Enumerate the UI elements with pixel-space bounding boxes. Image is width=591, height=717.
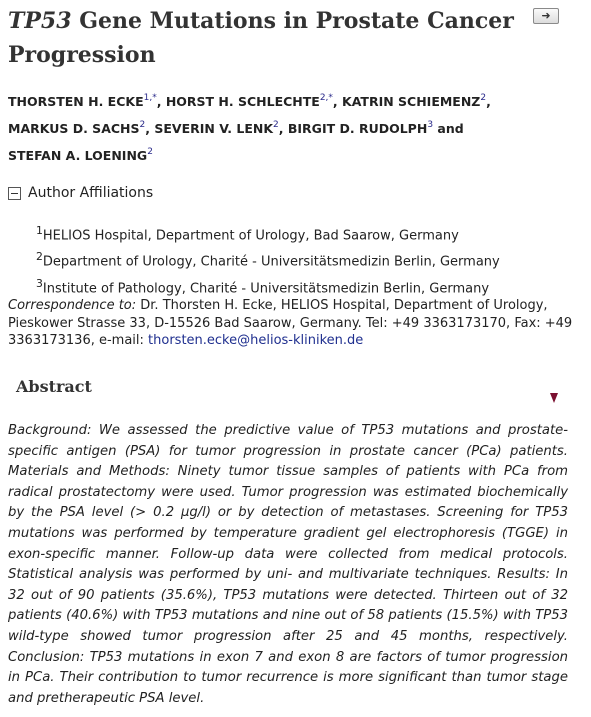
affiliation-item bbox=[36, 220, 576, 246]
author-name[interactable]: KATRIN SCHIEMENZ bbox=[342, 94, 481, 109]
title-gene: TP53 bbox=[8, 8, 72, 34]
author-name[interactable]: MARKUS D. SACHS bbox=[8, 121, 140, 136]
author-sup: 2 bbox=[273, 119, 279, 130]
author-list: THORSTEN H. $ECKE^{1,*}$, HORST H. $SCHLECHTE^{2,*}$, KATRIN SCHIEMENZ$^2$, MARKUS D. SACHS$^2$, SEVERIN V. LENK$^2$, BIRGIT D. RUDOLPH$^3$ and STEFAN A. LOENING$^2$ bbox=[8, 92, 491, 163]
author-sup: 2,* bbox=[319, 92, 333, 103]
affiliation-num: 3 bbox=[36, 276, 43, 290]
author-name[interactable]: STEFAN A. LOENING bbox=[8, 148, 148, 163]
affiliation-num: 2 bbox=[36, 250, 43, 264]
affiliation-text: Institute of Pathology, Charité - Universitätsmedizin Berlin, Germany bbox=[42, 280, 490, 296]
affiliation-text: HELIOS Hospital, Department of Urology, Bad Saarow, Germany bbox=[42, 228, 459, 244]
abstract-body: Background: We assessed the predictive value of TP53 mutations and prostate-specific antigen (PSA) for tumor progression in prostate cancer (PCa) patients. Materials and Methods: Ninety tumor tissue samples of patients with PCa from radical prostatectomy were used. Tumor progression was estimated biochemically by the PSA level (> 0.2 µg/l) or by detection of metastases. Screening for TP53 mutations was performed by temperature gradient gel electrophoresis (TGGE) in exon-specific manner. Follow-up data were collected from medical protocols. Statistical analysis was performed by uni- and multivariate techniques. Results: In 32 out of 90 patients (35.6%), TP53 mutations were detected. Thirteen out of 32 patients (40.6%) with TP53 mutations and nine out of 58 patients (15.5%) with TP53 wild-type showed tumor progression after 25 and 45 months, respectively. Conclusion: TP53 mutations in exon 7 and exon 8 are factors of tumor progression in PCa. Their contribution to tumor recurrence is more significant than tumor stage and pretherapeutic PSA level. bbox=[8, 423, 568, 706]
arrow-right-icon: ➜ bbox=[541, 9, 551, 22]
author-sup: 2 bbox=[147, 146, 153, 157]
author-name[interactable]: THORSTEN H. ECKE bbox=[8, 94, 144, 109]
external-link-button[interactable] bbox=[533, 8, 559, 24]
triangle-down-icon[interactable] bbox=[550, 393, 558, 403]
correspondence-text: Dr. Thorsten H. Ecke, HELIOS Hospital, Department of Urology, Pieskower Strasse 33, D-15526 Bad Saarow, Germany. Tel: +49 3363173170, Fax: +49 3363173136, e-mail: bbox=[8, 298, 573, 348]
affiliation-text: Department of Urology, Charité - Universitätsmedizin Berlin, Germany bbox=[42, 254, 500, 270]
author-sup: 1,* bbox=[143, 92, 157, 103]
correspondence-email-link[interactable]: thorsten.ecke@helios-kliniken.de bbox=[148, 333, 364, 348]
title-rest: Gene Mutations in Prostate Cancer Progression bbox=[8, 8, 514, 68]
article-title bbox=[8, 4, 528, 72]
author-name[interactable]: HORST H. SCHLECHTE bbox=[165, 94, 320, 109]
authors-conjunction: and bbox=[437, 121, 464, 136]
abstract-heading: Abstract bbox=[16, 377, 92, 396]
author-name[interactable]: SEVERIN V. LENK bbox=[154, 121, 274, 136]
correspondence bbox=[8, 297, 583, 350]
affiliation-list bbox=[36, 220, 576, 299]
affiliation-item bbox=[36, 246, 576, 272]
affiliations-toggle-label: Author Affiliations bbox=[28, 185, 154, 201]
author-sup: 2 bbox=[139, 119, 146, 130]
collapse-icon[interactable] bbox=[8, 187, 21, 200]
author-sup: 3 bbox=[427, 119, 434, 130]
author-name[interactable]: BIRGIT D. RUDOLPH bbox=[287, 121, 428, 136]
affiliation-num: 1 bbox=[36, 224, 43, 237]
author-sup: 2 bbox=[480, 92, 487, 103]
affiliation-item bbox=[36, 273, 576, 299]
author-affiliations-toggle[interactable] bbox=[8, 183, 153, 203]
correspondence-label: Correspondence to: bbox=[8, 298, 137, 313]
